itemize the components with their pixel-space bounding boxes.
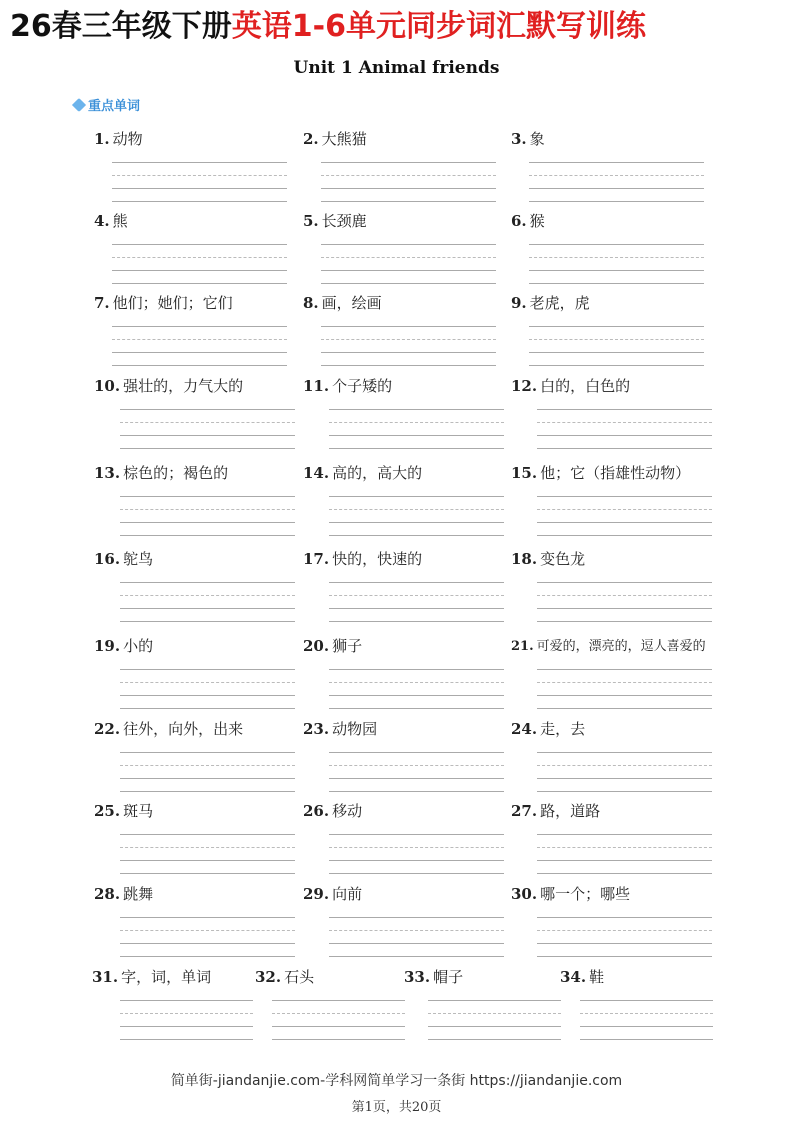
- vocab-item: [94, 883, 153, 904]
- vocab-item: [303, 548, 422, 569]
- vocab-item: [94, 548, 153, 569]
- item-prompt: 长颈鹿: [321, 212, 367, 230]
- item-number: 28.: [94, 885, 121, 903]
- writing-lines[interactable]: [329, 752, 504, 792]
- item-number: 20.: [303, 637, 330, 655]
- section-label: 重点单词: [88, 99, 141, 114]
- writing-lines[interactable]: [329, 409, 504, 449]
- writing-lines[interactable]: [120, 834, 295, 874]
- writing-lines[interactable]: [537, 752, 712, 792]
- item-prompt: 鞋: [589, 968, 605, 986]
- item-prompt: 个子矮的: [332, 377, 393, 395]
- writing-lines[interactable]: [120, 496, 295, 536]
- item-prompt: 他们；她们；它们: [112, 294, 233, 312]
- item-prompt: 棕色的；褐色的: [123, 464, 229, 482]
- vocab-item: [511, 462, 690, 483]
- item-number: 29.: [303, 885, 330, 903]
- writing-lines[interactable]: [120, 409, 295, 449]
- item-number: 21.: [511, 639, 534, 654]
- vocab-item: [511, 128, 545, 149]
- vocab-item: [511, 548, 585, 569]
- document-title: [10, 6, 785, 48]
- vocab-item: [303, 718, 377, 739]
- item-number: 8.: [303, 294, 319, 312]
- writing-lines[interactable]: [537, 834, 712, 874]
- title-grade: 26春三年级下册: [10, 9, 232, 44]
- item-prompt: 路，道路: [540, 802, 601, 820]
- writing-lines[interactable]: [120, 669, 295, 709]
- item-number: 19.: [94, 637, 121, 655]
- vocab-item: [94, 210, 128, 231]
- item-number: 15.: [511, 464, 538, 482]
- item-prompt: 变色龙: [540, 550, 586, 568]
- item-number: 16.: [94, 550, 121, 568]
- vocab-item: [303, 800, 362, 821]
- writing-lines[interactable]: [321, 326, 496, 366]
- vocab-item: [94, 375, 243, 396]
- item-number: 11.: [303, 377, 330, 395]
- item-number: 1.: [94, 130, 110, 148]
- item-prompt: 猴: [529, 212, 545, 230]
- item-prompt: 帽子: [433, 968, 464, 986]
- item-number: 5.: [303, 212, 319, 230]
- item-prompt: 跳舞: [123, 885, 154, 903]
- item-number: 6.: [511, 212, 527, 230]
- item-prompt: 强壮的，力气大的: [123, 377, 244, 395]
- writing-lines[interactable]: [321, 162, 496, 202]
- writing-lines[interactable]: [112, 244, 287, 284]
- item-number: 17.: [303, 550, 330, 568]
- vocab-item: [303, 883, 362, 904]
- vocab-item: [511, 292, 590, 313]
- writing-lines[interactable]: [537, 669, 712, 709]
- writing-lines[interactable]: [120, 917, 295, 957]
- item-prompt: 快的，快速的: [332, 550, 423, 568]
- item-prompt: 往外，向外，出来: [123, 720, 244, 738]
- item-prompt: 鸵鸟: [123, 550, 154, 568]
- vocab-item: [511, 718, 585, 739]
- item-number: 2.: [303, 130, 319, 148]
- vocab-item: [255, 966, 314, 987]
- item-number: 33.: [404, 968, 431, 986]
- unit-title: Unit 1 Animal friends: [293, 58, 500, 78]
- vocab-item: [404, 966, 463, 987]
- section-heading: [74, 95, 140, 114]
- writing-lines[interactable]: [428, 1000, 561, 1040]
- vocab-item: [303, 210, 367, 231]
- item-prompt: 小的: [123, 637, 154, 655]
- writing-lines[interactable]: [120, 582, 295, 622]
- writing-lines[interactable]: [329, 669, 504, 709]
- vocab-item: [94, 462, 228, 483]
- vocab-item: [303, 375, 392, 396]
- title-subject: 英语1-6单元同步词汇默写训练: [231, 9, 646, 44]
- pencil-icon: [72, 97, 86, 111]
- vocab-item: [303, 128, 367, 149]
- item-prompt: 动物园: [332, 720, 378, 738]
- item-prompt: 石头: [284, 968, 315, 986]
- item-number: 22.: [94, 720, 121, 738]
- item-number: 27.: [511, 802, 538, 820]
- item-number: 23.: [303, 720, 330, 738]
- vocab-item: [303, 292, 382, 313]
- item-prompt: 熊: [112, 212, 128, 230]
- vocab-item: [92, 966, 211, 987]
- vocab-item: [94, 292, 233, 313]
- vocab-item: [511, 800, 600, 821]
- item-prompt: 大熊猫: [321, 130, 367, 148]
- vocab-item: [94, 718, 243, 739]
- writing-lines[interactable]: [537, 582, 712, 622]
- writing-lines[interactable]: [120, 1000, 253, 1040]
- writing-lines[interactable]: [272, 1000, 405, 1040]
- writing-lines[interactable]: [321, 244, 496, 284]
- writing-lines[interactable]: [329, 496, 504, 536]
- item-prompt: 字，词，单词: [121, 968, 212, 986]
- item-prompt: 走，去: [540, 720, 586, 738]
- item-number: 24.: [511, 720, 538, 738]
- footer-text: 简单街-jiandanjie.com-学科网简单学习一条街 https://jiandanjie.com: [170, 1073, 623, 1089]
- item-number: 31.: [92, 968, 119, 986]
- item-number: 7.: [94, 294, 110, 312]
- item-prompt: 动物: [112, 130, 143, 148]
- item-prompt: 画，绘画: [321, 294, 382, 312]
- item-number: 9.: [511, 294, 527, 312]
- vocab-item: [511, 210, 545, 231]
- vocab-item: [94, 800, 153, 821]
- vocab-item: [94, 128, 143, 149]
- writing-lines[interactable]: [120, 752, 295, 792]
- item-prompt: 移动: [332, 802, 363, 820]
- item-prompt: 高的，高大的: [332, 464, 423, 482]
- writing-lines[interactable]: [112, 162, 287, 202]
- item-number: 12.: [511, 377, 538, 395]
- item-prompt: 向前: [332, 885, 363, 903]
- item-number: 10.: [94, 377, 121, 395]
- item-number: 25.: [94, 802, 121, 820]
- vocab-item: [511, 375, 630, 396]
- item-number: 32.: [255, 968, 282, 986]
- item-number: 18.: [511, 550, 538, 568]
- item-prompt: 象: [529, 130, 545, 148]
- item-number: 13.: [94, 464, 121, 482]
- item-number: 14.: [303, 464, 330, 482]
- item-number: 30.: [511, 885, 538, 903]
- item-number: 3.: [511, 130, 527, 148]
- vocab-item: [560, 966, 604, 987]
- page-number: 第1页，共20页: [351, 1100, 442, 1115]
- writing-lines[interactable]: [537, 409, 712, 449]
- writing-lines[interactable]: [537, 917, 712, 957]
- writing-lines[interactable]: [529, 162, 704, 202]
- vocab-item: [303, 635, 362, 656]
- writing-lines[interactable]: [329, 834, 504, 874]
- item-number: 34.: [560, 968, 587, 986]
- item-prompt: 老虎，虎: [529, 294, 590, 312]
- writing-lines[interactable]: [529, 244, 704, 284]
- writing-lines[interactable]: [529, 326, 704, 366]
- item-prompt: 可爱的，漂亮的，逗人喜爱的: [536, 639, 706, 654]
- item-number: 4.: [94, 212, 110, 230]
- vocab-item: [303, 462, 422, 483]
- item-number: 26.: [303, 802, 330, 820]
- item-prompt: 斑马: [123, 802, 154, 820]
- writing-lines[interactable]: [580, 1000, 713, 1040]
- writing-lines[interactable]: [537, 496, 712, 536]
- writing-lines[interactable]: [329, 582, 504, 622]
- vocab-item: [94, 635, 153, 656]
- item-prompt: 狮子: [332, 637, 363, 655]
- writing-lines[interactable]: [329, 917, 504, 957]
- item-prompt: 他；它（指雄性动物）: [540, 464, 691, 482]
- vocab-item: [511, 635, 706, 654]
- item-prompt: 白的，白色的: [540, 377, 631, 395]
- item-prompt: 哪一个；哪些: [540, 885, 631, 903]
- writing-lines[interactable]: [112, 326, 287, 366]
- vocab-item: [511, 883, 630, 904]
